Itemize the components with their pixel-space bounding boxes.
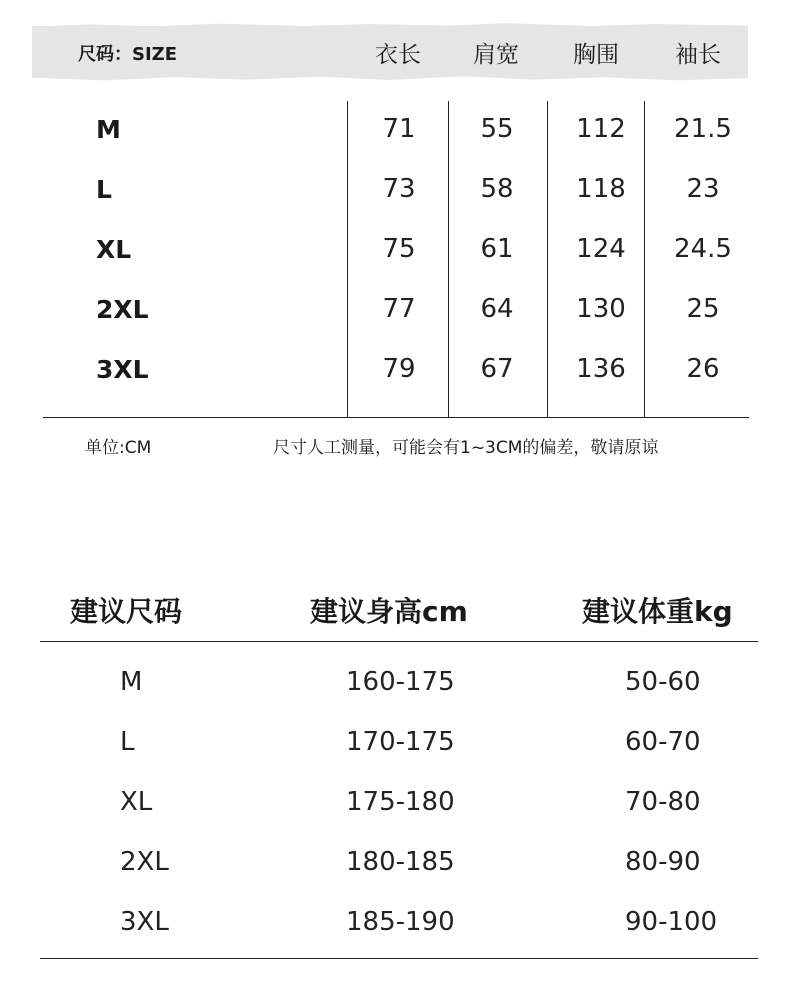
rec-header-rule	[40, 641, 758, 642]
rec-header-height: 建议身高cm	[310, 595, 468, 628]
rec-height-cell: 175-180	[346, 787, 455, 817]
table-cell: 112	[576, 114, 626, 144]
table-cell: 75	[382, 234, 416, 264]
rec-height-cell: 170-175	[346, 727, 455, 757]
rec-weight-cell: 70-80	[625, 787, 701, 817]
table-cell: 118	[576, 174, 626, 204]
rec-weight-cell: 90-100	[625, 907, 718, 937]
column-divider	[347, 101, 348, 417]
col-header-chest: 胸围	[573, 42, 619, 68]
rec-size-cell: XL	[120, 787, 153, 817]
measurement-disclaimer: 尺寸人工测量，可能会有1~3CM的偏差，敬请原谅	[273, 438, 659, 458]
table-cell: 71	[382, 114, 416, 144]
table-cell: 67	[480, 354, 514, 384]
table-cell: 24.5	[674, 234, 732, 264]
table-cell: 23	[686, 174, 720, 204]
rec-weight-cell: 50-60	[625, 667, 701, 697]
rec-size-cell: 2XL	[120, 847, 169, 877]
rec-header-weight: 建议体重kg	[582, 595, 733, 628]
size-row-label: 3XL	[96, 355, 149, 384]
table-cell: 79	[382, 354, 416, 384]
rec-height-cell: 180-185	[346, 847, 455, 877]
table-cell: 130	[576, 294, 626, 324]
table-cell: 58	[480, 174, 514, 204]
size-row-label: XL	[96, 235, 132, 264]
rec-size-cell: M	[120, 667, 143, 697]
size-label: 尺码：SIZE	[78, 44, 178, 65]
col-header-shoulder: 肩宽	[473, 42, 519, 68]
rec-height-cell: 185-190	[346, 907, 455, 937]
size-row-label: L	[96, 175, 112, 204]
table-cell: 77	[382, 294, 416, 324]
table-cell: 55	[480, 114, 514, 144]
unit-note: 单位:CM	[85, 438, 152, 458]
table-cell: 73	[382, 174, 416, 204]
header-band-bottom-edge	[32, 74, 748, 82]
table-cell: 136	[576, 354, 626, 384]
rec-weight-cell: 80-90	[625, 847, 701, 877]
size-row-label: 2XL	[96, 295, 149, 324]
table-cell: 21.5	[674, 114, 732, 144]
table-cell: 64	[480, 294, 514, 324]
rec-size-cell: 3XL	[120, 907, 169, 937]
table-cell: 25	[686, 294, 720, 324]
rec-height-cell: 160-175	[346, 667, 455, 697]
table-cell: 124	[576, 234, 626, 264]
table-cell: 26	[686, 354, 720, 384]
table-cell: 61	[480, 234, 514, 264]
size-row-label: M	[96, 115, 121, 144]
rec-header-size: 建议尺码	[70, 595, 183, 628]
rec-weight-cell: 60-70	[625, 727, 701, 757]
rec-size-cell: L	[120, 727, 135, 757]
col-header-length: 衣长	[375, 42, 421, 68]
size-chart-bottom-rule	[43, 417, 749, 418]
col-header-sleeve: 袖长	[675, 42, 721, 68]
column-divider	[547, 101, 548, 417]
rec-bottom-rule	[40, 958, 758, 959]
